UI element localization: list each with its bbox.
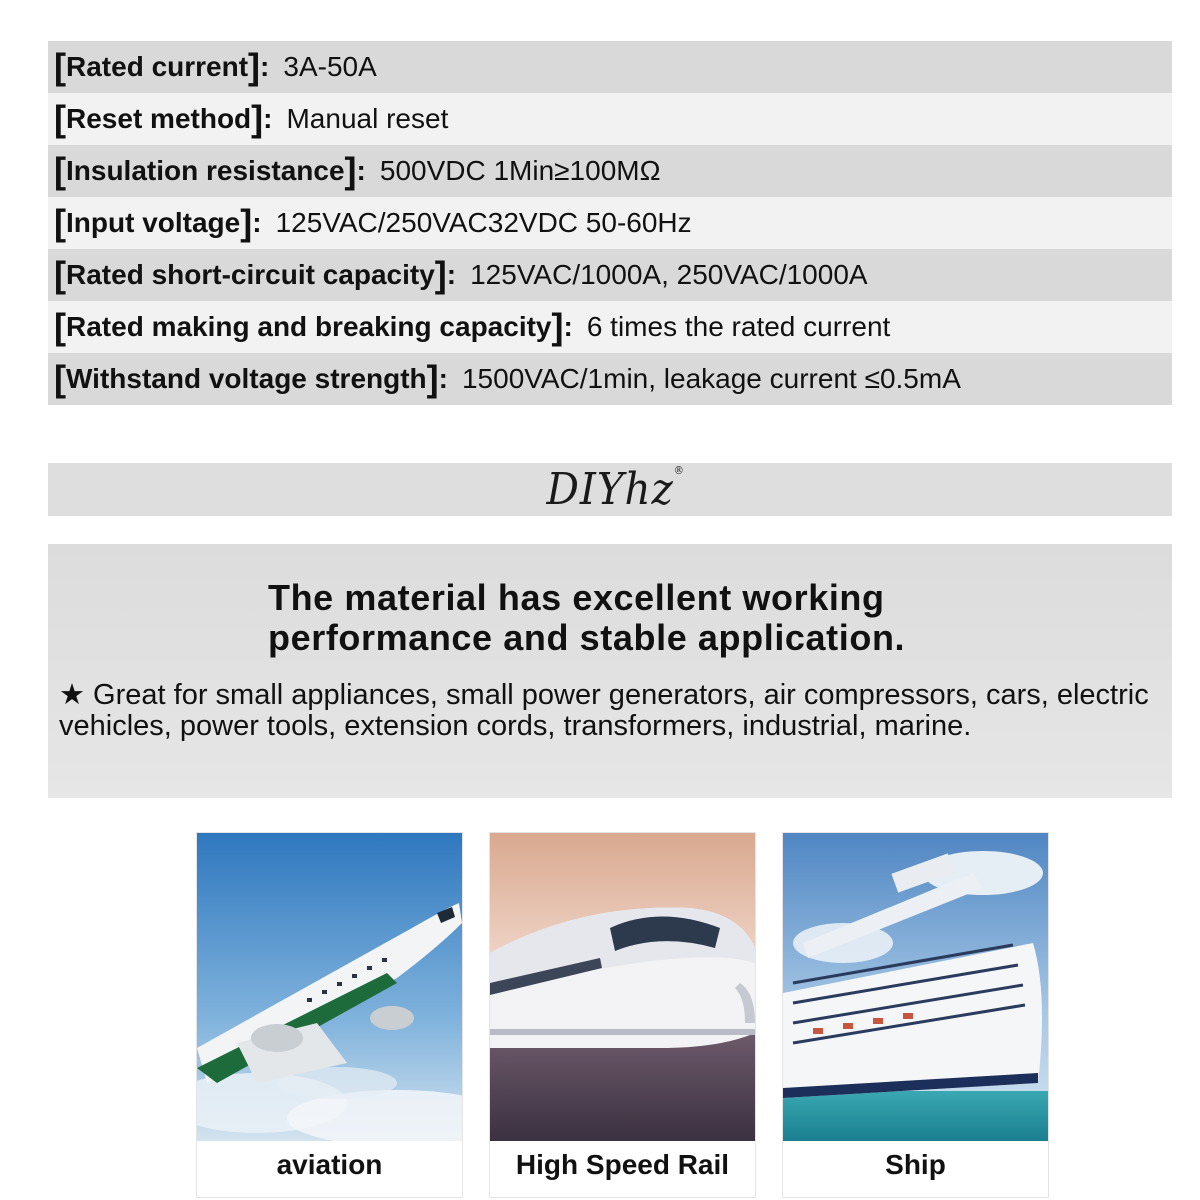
- spec-row-insulation-resistance: [48, 145, 1172, 197]
- spec-separator: :: [446, 259, 457, 290]
- spec-key: Rated making and breaking capacity: [66, 311, 552, 342]
- bracket-close: ]: [434, 254, 447, 295]
- spec-separator: :: [252, 207, 262, 238]
- spec-separator: :: [438, 363, 448, 394]
- brand-band: [48, 463, 1172, 516]
- applications-text: ★ Great for small appliances, small power generators, air compressors, cars, electric vehicles, power tools, extension cords, transformers, industrial, marine.: [59, 679, 1149, 742]
- spec-row-withstand-voltage: [48, 353, 1172, 405]
- spec-key: Input voltage: [66, 207, 241, 238]
- application-label: aviation: [276, 1149, 383, 1180]
- bracket-open: [: [54, 46, 66, 87]
- spec-key: Rated short-circuit capacity: [66, 259, 435, 290]
- spec-row-reset-method: [48, 93, 1172, 145]
- spec-key: Rated current: [66, 51, 249, 82]
- spec-value: 1500VAC/1min, leakage current ≤0.5mA: [461, 363, 961, 394]
- bracket-close: ]: [426, 358, 439, 399]
- spec-separator: :: [563, 311, 573, 342]
- spec-row-rated-current: [48, 41, 1172, 93]
- headline: The material has excellent working performance and stable application.: [268, 577, 906, 658]
- description-panel: [48, 544, 1172, 798]
- bracket-open: [: [54, 98, 66, 139]
- spec-key: Withstand voltage strength: [66, 363, 427, 394]
- spec-separator: :: [356, 155, 366, 186]
- spec-value: 500VDC 1Min≥100MΩ: [379, 155, 661, 186]
- spec-value: Manual reset: [286, 103, 449, 134]
- bracket-open: [: [54, 150, 66, 191]
- spec-row-short-circuit-capacity: [48, 249, 1172, 301]
- brand-logo: [546, 464, 685, 515]
- airplane-image: [197, 833, 462, 1141]
- spec-row-input-voltage: [48, 197, 1172, 249]
- bracket-close: ]: [551, 306, 564, 347]
- bracket-close: ]: [344, 150, 357, 191]
- spec-separator: :: [260, 51, 270, 82]
- brand-name: DIYhz: [546, 464, 674, 515]
- spec-row-making-breaking-capacity: [48, 301, 1172, 353]
- bracket-close: ]: [251, 98, 264, 139]
- spec-value: 125VAC/1000A, 250VAC/1000A: [470, 259, 868, 290]
- ship-image: [783, 833, 1048, 1141]
- train-image: [490, 833, 755, 1141]
- bracket-open: [: [54, 358, 66, 399]
- bracket-close: ]: [248, 46, 261, 87]
- application-label: High Speed Rail: [515, 1149, 730, 1180]
- registered-mark: ®: [673, 464, 685, 477]
- application-card-aviation: [196, 832, 463, 1198]
- spec-value: 125VAC/250VAC32VDC 50-60Hz: [275, 207, 692, 238]
- application-card-high-speed-rail: [489, 832, 756, 1198]
- bracket-open: [: [54, 306, 66, 347]
- application-card-ship: [782, 832, 1049, 1198]
- bracket-open: [: [54, 254, 66, 295]
- bracket-close: ]: [240, 202, 253, 243]
- spec-separator: :: [263, 103, 273, 134]
- bracket-open: [: [54, 202, 66, 243]
- spec-value: 6 times the rated current: [586, 311, 891, 342]
- application-label: Ship: [885, 1149, 946, 1180]
- spec-value: 3A-50A: [283, 51, 377, 82]
- spec-key: Insulation resistance: [66, 155, 345, 186]
- spec-table: [48, 41, 1172, 405]
- spec-key: Reset method: [66, 103, 252, 134]
